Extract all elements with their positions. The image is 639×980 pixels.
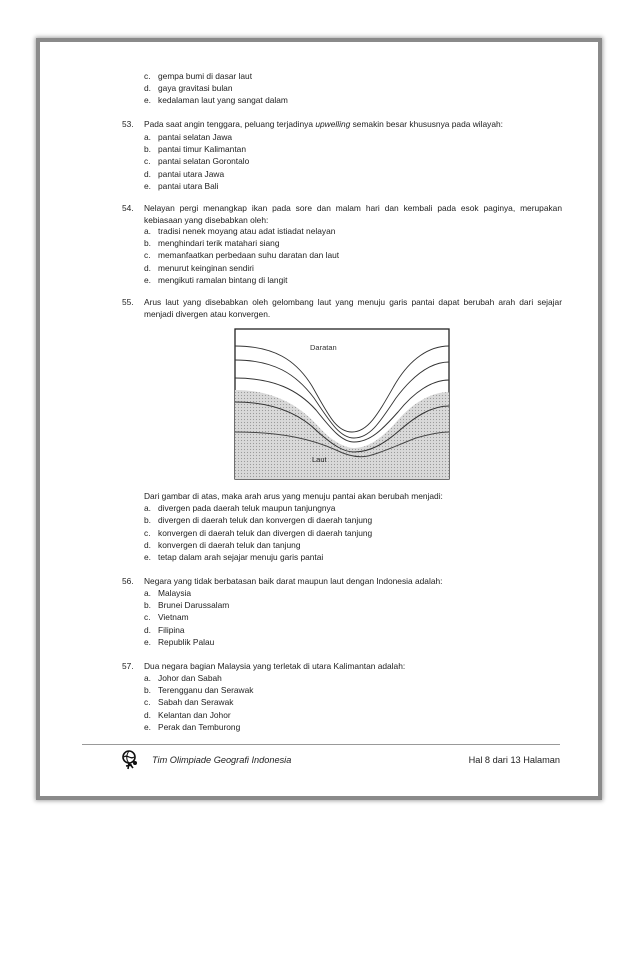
previous-question-continuation bbox=[144, 70, 288, 107]
option-e: e. Republik Palau bbox=[144, 636, 215, 647]
option-e: e. pantai utara Bali bbox=[144, 180, 219, 191]
question-number: 57. bbox=[122, 661, 134, 671]
question-number: 54. bbox=[122, 203, 134, 213]
option-c: c. Sabah dan Serawak bbox=[144, 697, 234, 708]
option-e: e. tetap dalam arah sejajar menuju garis pantai bbox=[144, 551, 324, 562]
option-d: d. Kelantan dan Johor bbox=[144, 709, 231, 720]
question-54-options bbox=[144, 225, 339, 286]
question-number: 56. bbox=[122, 576, 134, 586]
option: c. gempa bumi di dasar laut bbox=[144, 71, 253, 81]
question-number: 53. bbox=[122, 119, 134, 129]
question-text: Dua negara bagian Malaysia yang terletak di utara Kalimantan adalah: bbox=[144, 661, 406, 671]
question-55-prompt-and-options bbox=[144, 490, 564, 563]
question-53-options bbox=[144, 131, 249, 192]
question-55-prompt: Dari gambar di atas, maka arah arus yang menuju pantai akan berubah menjadi: bbox=[144, 491, 443, 501]
option-d: d. Filipina bbox=[144, 624, 185, 635]
footer-divider bbox=[82, 744, 560, 745]
option-a: a. divergen pada daerah teluk maupun tanjungnya bbox=[144, 503, 336, 514]
option-b: b. Brunei Darussalam bbox=[144, 600, 230, 611]
option-b: b. divergen di daerah teluk dan konvergen di daerah tanjung bbox=[144, 515, 373, 526]
question-57-options bbox=[144, 672, 253, 733]
option-c: c. konvergen di daerah teluk dan divergen di daerah tanjung bbox=[144, 527, 373, 538]
option-a: a. Malaysia bbox=[144, 588, 192, 598]
option-d: d. pantai utara Jawa bbox=[144, 168, 225, 179]
page-footer bbox=[82, 744, 560, 774]
option: e. kedalaman laut yang sangat dalam bbox=[144, 95, 288, 106]
option-e: e. Perak dan Temburong bbox=[144, 721, 241, 732]
option-a: a. pantai selatan Jawa bbox=[144, 132, 233, 142]
question-55 bbox=[122, 296, 562, 322]
land-label: Daratan bbox=[310, 343, 337, 352]
option-b: b. Terengganu dan Serawak bbox=[144, 685, 254, 696]
option-d: d. menurut keinginan sendiri bbox=[144, 262, 254, 273]
question-number: 55. bbox=[122, 297, 134, 307]
option: d. gaya gravitasi bulan bbox=[144, 83, 233, 94]
option-c: c. Vietnam bbox=[144, 612, 189, 623]
sea-label: Laut bbox=[312, 455, 327, 464]
option-a: a. Johor dan Sabah bbox=[144, 673, 222, 683]
question-text: Arus laut yang disebabkan oleh gelombang laut yang menuju garis pantai dapat berubah arah dari sejajar menjadi divergen atau konvergen. bbox=[144, 297, 562, 320]
option-b: b. menghindari terik matahari siang bbox=[144, 238, 280, 249]
option-d: d. konvergen di daerah teluk dan tanjung bbox=[144, 539, 301, 550]
globe-figure-logo-icon bbox=[120, 749, 142, 771]
page-number: Hal 8 dari 13 Halaman bbox=[468, 755, 560, 765]
coastline-figure bbox=[234, 328, 450, 480]
wave-refraction-diagram bbox=[234, 328, 450, 480]
footer-team-name: Tim Olimpiade Geografi Indonesia bbox=[152, 755, 292, 765]
option-c: c. memanfaatkan perbedaan suhu daratan dan laut bbox=[144, 250, 340, 261]
option-e: e. mengikuti ramalan bintang di langit bbox=[144, 274, 288, 285]
question-text: Nelayan pergi menangkap ikan pada sore dan malam hari dan kembali pada esok paginya, merupakan kebiasaan yang disebabkan oleh: bbox=[144, 203, 562, 226]
question-56-options bbox=[144, 587, 229, 648]
option-b: b. pantai timur Kalimantan bbox=[144, 144, 246, 155]
option-a: a. tradisi nenek moyang atau adat istiadat nelayan bbox=[144, 226, 336, 236]
question-text: Negara yang tidak berbatasan baik darat maupun laut dengan Indonesia adalah: bbox=[144, 576, 443, 586]
question-text: Pada saat angin tenggara, peluang terjadinya upwelling semakin besar khususnya pada wilayah: bbox=[144, 119, 503, 129]
option-c: c. pantai selatan Gorontalo bbox=[144, 156, 250, 167]
